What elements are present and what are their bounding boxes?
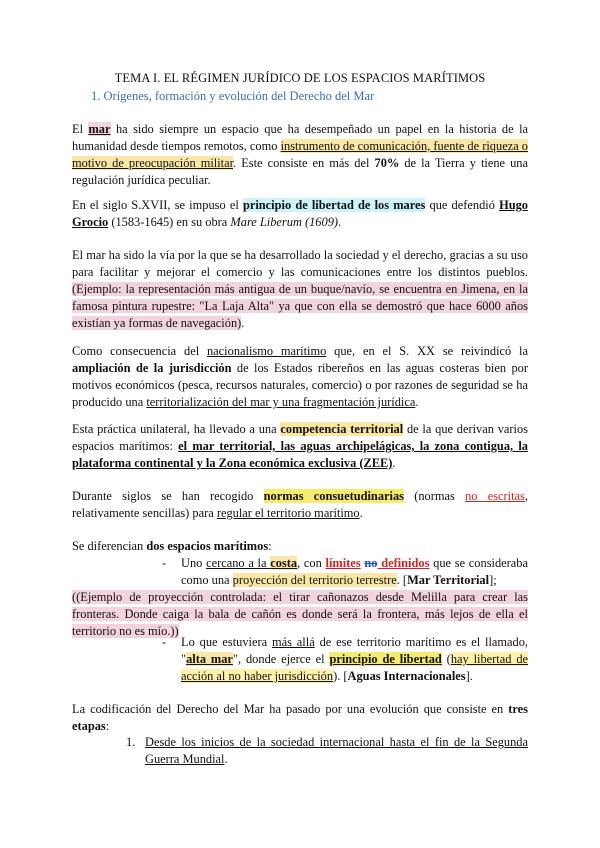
term-limites: límites xyxy=(325,556,361,570)
term-definidos: definidos xyxy=(377,556,430,570)
list-espacios: el mar territorial, las aguas archipelágicas, la zona contigua, la plataforma continental y la Zona económica exclusiva (ZEE) xyxy=(72,439,528,470)
highlight-libertad-accion: hay libertad de acción al no haber jurisdicción xyxy=(181,652,529,683)
keyword-mar: mar xyxy=(88,122,111,136)
paragraph-grocio: En el siglo S.XVII, se impuso el principio de libertad de los mares que defendió Hugo Grocio (1583-1645) en su obra Mare Liberum (1609). xyxy=(72,198,528,229)
paragraph-mar: El mar ha sido siempre un espacio que ha desempeñado un papel en la historia de la humanidad desde tiempos remotos, como instrumento de comunicación, fuente de riqueza o motivo de preocupación militar. Este consiste en más del 70% de la Tierra y tiene una regulación jurídica peculiar. xyxy=(72,122,529,187)
term-no-escritas: no escritas xyxy=(465,489,525,503)
highlight-principio-libertad-2: principio de libertad xyxy=(329,652,442,666)
paragraph-competencia: Esta práctica unilateral, ha llevado a una competencia territorial de la que derivan varios espacios marítimos: el mar territorial, las aguas archipelágicas, la zona contigua, la plataforma continental y la Zona económica exclusiva (ZEE). xyxy=(72,422,528,470)
paragraph-normas: Durante siglos se han recogido normas consuetudinarias (normas no escritas, relativamente sencillas) para regular el territorio marítimo. xyxy=(72,489,528,520)
term-nacionalismo: nacionalismo marítimo xyxy=(206,344,327,358)
example-melilla: ((Ejemplo de proyección controlada: el tirar cañonazos desde Melilla para crear las fronteras. Donde caiga la bala de cañón es donde será la frontera, más lejos de ella el territorio no es mío.)) xyxy=(72,590,528,638)
scribble-no: no xyxy=(364,556,378,570)
paragraph-nacionalismo: Como consecuencia del nacionalismo marítimo que, en el S. XX se reivindicó la ampliación de la jurisdicción de los Estados ribereños en las aguas costeras bien por motivos económicos (pesca, recursos naturales, comercio) o por razones de seguridad se ha producido una territorialización del mar y una fragmentación jurídica. xyxy=(72,344,528,409)
highlight-competencia: competencia territorial xyxy=(280,422,404,436)
paragraph-codificacion: La codificación del Derecho del Mar ha pasado por una evolución que consiste en tres etapas: xyxy=(72,702,528,733)
paragraph-dos-espacios: Se diferencian dos espacios marítimos: xyxy=(72,539,272,553)
term-ampliacion: ampliación de la jurisdicción xyxy=(72,361,232,375)
highlight-ejemplo-laja: (Ejemplo: la representación más antigua de un buque/navío, se encuentra en Jimena, en la famosa pintura rupestre: "La Laja Alta" ya que con ella se demostró que hace 6000 años existían ya formas de navegación) xyxy=(72,282,528,330)
keyword-costa: costa xyxy=(270,556,298,570)
term-regular: regular el territorio marítimo xyxy=(216,506,360,520)
highlight-normas: normas consuetudinarias xyxy=(263,489,404,503)
paragraph-via: El mar ha sido la vía por la que se ha desarrollado la sociedad y el derecho, gracias a su uso para facilitar y mejorar el comercio y las comunicaciones entre los distintos pueblos. (Ejemplo: la representación más antigua de un buque/navío, se encuentra en Jimena, en la famosa pintura rupestre: "La Laja Alta" ya que con ella se demostró que hace 6000 años existían ya formas de navegación). xyxy=(72,248,528,330)
highlight-proyeccion: proyección del territorio terrestre xyxy=(232,573,397,587)
page-title: TEMA I. EL RÉGIMEN JURÍDICO DE LOS ESPACIOS MARÍTIMOS xyxy=(114,71,486,85)
highlight-instrumento: instrumento de comunicación, fuente de riqueza o motivo de preocupación militar xyxy=(72,139,528,170)
highlight-principio-libertad: principio de libertad de los mares xyxy=(242,198,426,212)
term-territorializacion: territorialización del mar y una fragmentación jurídica xyxy=(146,395,416,409)
document-page: TEMA I. EL RÉGIMEN JURÍDICO DE LOS ESPACIOS MARÍTIMOS 1. Orígenes, formación y evolución del Derecho del Mar El mar ha sido siempre un espacio que ha desempeñado un papel en la historia de la humanidad desde tiempos remotos, como instrumento de comunicación, fuente de riqueza o motivo de preocupación militar. Este consiste en más del 70% de la Tierra y tiene una regulación jurídica peculiar. En el siglo S.XVII, se impuso el principio de libertad de los mares que defendió Hugo Grocio (1583-1645) en su obra Mare Liberum (1609). El mar ha sido la vía por la que se ha desarrollado la sociedad y el derecho, gracias a su uso para facilitar y mejorar el comercio y las comunicaciones entre los distintos pueblos. (Ejemplo: la representación más antigua de un buque/navío, se encuentra en Jimena, en la famosa pintura rupestre: "La Laja Alta" ya que con ella se demostró que hace 6000 años existían ya formas de navegación). Como consecuencia del nacionalismo marítimo que, en el S. XX se reivindicó la ampliación de la jurisdicción de los Estados ribereños en las aguas costeras bien por motivos económicos (pesca, recursos naturales, comercio) o por razones de seguridad se ha producido una territorialización del mar y una fragmentación jurídica. Esta práctica unilateral, ha llevado a una competencia territorial de la que derivan varios espacios marítimos: el mar territorial, las aguas archipelágicas, la zona contigua, la plataforma continental y la Zona económica exclusiva (ZEE). Durante siglos se han recogido normas consuetudinarias (normas no escritas, relativamente sencillas) para regular el territorio marítimo. Se diferencian dos espacios marítimos: - Uno cercano a la costa, con límites no definidos que se consideraba como una proyección del territorio terrestre. [Mar Territorial]; ((Ejemplo de proyección controlada: el tirar cañonazos desde Melilla para crear las fronteras. Donde caiga la bala de cañón es donde será la frontera, más lejos de ella el territorio no es mío.)) - Lo que estuviera más allá de ese territorio marítimo es el llamado, "alta mar", donde ejerce el principio de libertad (hay libertad de acción al no haber jurisdicción). [Aguas Internacionales]. La codificación del Derecho del Mar ha pasado por una evolución que consiste en tres etapas: 1. Desde los inicios de la sociedad internacional hasta el fin de la Segunda Guerra Mundial. xyxy=(0,0,600,848)
name-hugo-grocio: Hugo Grocio xyxy=(72,198,528,229)
section-subtitle: 1. Orígenes, formación y evolución del Derecho del Mar xyxy=(91,89,375,103)
book-title: Mare Liberum (1609) xyxy=(230,215,339,229)
keyword-alta-mar: alta mar xyxy=(186,652,233,666)
